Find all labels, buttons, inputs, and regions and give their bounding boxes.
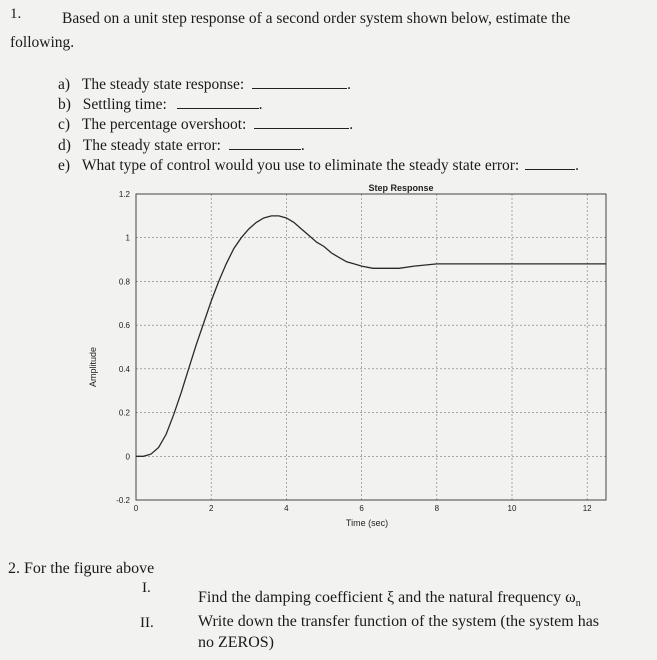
x-tick-label: 10 bbox=[507, 504, 517, 513]
item-c-blank bbox=[254, 114, 349, 129]
item-i-numeral: I. bbox=[142, 580, 151, 596]
item-b: b) Settling time: . bbox=[58, 96, 263, 113]
y-tick-label: 1 bbox=[125, 233, 130, 243]
x-tick-label: 8 bbox=[434, 504, 440, 513]
y-tick-label: 0.6 bbox=[118, 321, 130, 331]
x-tick-label: 0 bbox=[133, 504, 139, 513]
item-a-text: The steady state response: bbox=[81, 76, 245, 93]
item-a-label: a) bbox=[58, 76, 71, 93]
item-a-blank bbox=[252, 74, 347, 89]
item-e-label: e) bbox=[58, 157, 71, 174]
y-tick-label: 0.2 bbox=[118, 408, 130, 418]
item-b-label: b) bbox=[58, 96, 71, 113]
x-tick-label: 2 bbox=[208, 504, 214, 513]
item-i-line: Find the damping coefficient ξ and the natural frequency ω bbox=[198, 589, 576, 606]
item-ii-line2: no ZEROS) bbox=[198, 634, 274, 651]
item-e: e) What type of control would you use to eliminate the steady state error: . bbox=[58, 157, 579, 174]
item-ii-line1: Write down the transfer function of the system (the system has bbox=[198, 613, 600, 630]
y-tick-label: -0.2 bbox=[116, 496, 130, 505]
y-tick-label: 0.8 bbox=[118, 277, 130, 287]
x-tick-label: 6 bbox=[359, 504, 364, 513]
item-b-text: Settling time: bbox=[82, 96, 167, 113]
item-d-text: The steady state error: bbox=[82, 137, 221, 154]
question-2-heading: 2. For the figure above bbox=[8, 560, 155, 577]
x-axis-label: Time (sec) bbox=[345, 518, 389, 528]
y-tick-label: 0 bbox=[125, 452, 130, 462]
item-c-label: c) bbox=[58, 116, 71, 133]
item-i-text bbox=[198, 589, 581, 609]
item-c-text: The percentage overshoot: bbox=[81, 116, 247, 133]
chart-axes bbox=[136, 194, 606, 500]
item-ii-numeral: II. bbox=[140, 615, 154, 631]
x-tick-label: 4 bbox=[284, 504, 289, 513]
y-tick-label: 0.4 bbox=[118, 364, 130, 374]
item-c: c) The percentage overshoot: . bbox=[58, 116, 354, 133]
question-1-number: 1. bbox=[10, 6, 22, 22]
chart-grid bbox=[136, 194, 606, 500]
item-a: a) The steady state response: . bbox=[58, 76, 351, 93]
y-tick-label: 1.2 bbox=[118, 190, 130, 199]
item-d: d) The steady state error: . bbox=[58, 137, 305, 154]
item-e-blank bbox=[525, 155, 575, 170]
item-d-label: d) bbox=[58, 137, 71, 154]
item-e-text: What type of control would you use to eliminate the steady state error: bbox=[81, 157, 520, 174]
y-axis-label: Amplitude bbox=[88, 346, 98, 388]
omega-subscript: n bbox=[575, 598, 581, 610]
chart-ticks bbox=[116, 190, 592, 513]
question-1-intro-cont: following. bbox=[10, 34, 75, 51]
item-b-blank bbox=[177, 94, 259, 109]
question-1-intro: Based on a unit step response of a second order system shown below, estimate the bbox=[62, 10, 571, 27]
item-d-blank bbox=[229, 135, 301, 150]
x-tick-label: 12 bbox=[582, 504, 592, 513]
step-response-curve bbox=[136, 216, 606, 456]
chart-title: Step Response bbox=[368, 183, 434, 193]
plot-frame bbox=[136, 194, 606, 500]
step-response-chart bbox=[80, 180, 620, 540]
